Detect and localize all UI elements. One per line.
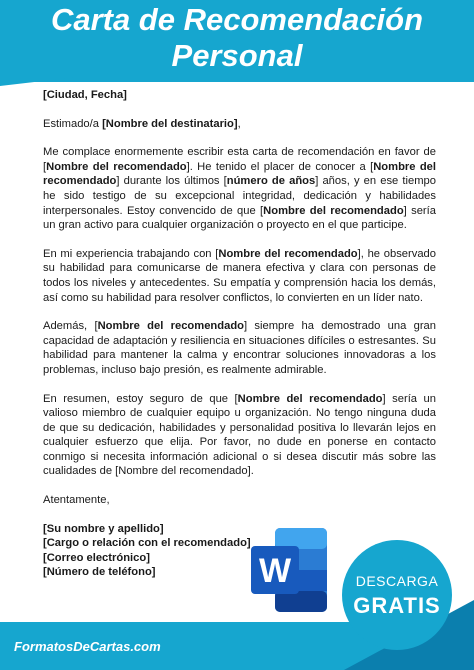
letter-body <box>43 88 436 580</box>
title-line-1: Carta de Recomendación <box>50 2 424 37</box>
paragraph-2: En mi experiencia trabajando con [Nombre del recomendado], he observado su habilidad para comunicarse de manera efectiva y clara con personas de todos los niveles y antecedentes. Su empatía y comprensión hacia los demás, así como su habilidad para resolver conflictos, lo convierten en un líder nato. <box>43 247 437 304</box>
svg-text:W: W <box>258 552 292 590</box>
paragraph-3: Además, [Nombre del recomendado] siempre ha demostrado una gran capacidad de adaptación y resiliencia en situaciones difíciles o estresantes. Su habilidad para mantener la calma y encontrar soluciones innovadoras a los problemas, incluso bajo presión, es realmente admirable. <box>43 320 436 376</box>
signature-name: [Su nombre y apellido] <box>43 522 164 535</box>
header-corner-shape <box>0 72 120 86</box>
signature-role: [Cargo o relación con el recomendado] <box>43 537 251 550</box>
paragraph-4: En resumen, estoy seguro de que [Nombre del recomendado] sería un valioso miembro de cualquier equipo u organización. No tengo ninguna duda de que su dedicación, habilidades y personalidad positiva lo llevarán lejos en cualquier esfuerzo que elija. Por favor, no dude en ponerse en contacto conmigo si necesita información adicional o si desea discutir más sobre las cualidades de [Nombre del recomendado]. <box>43 392 436 478</box>
download-button[interactable] <box>342 540 452 650</box>
paragraph-1: Me complace enormemente escribir esta carta de recomendación en favor de [Nombre del recomendado]. He tenido el placer de conocer a [Nombre del recomendado] durante los últimos [número de años] años, y en ese tiempo he sido testigo de su excepcional integridad, dedicación y habilidades interpersonales. Estoy convencido de que [Nombre del recomendado] sería un gran activo para cualquier organización o proyecto en el que participe. <box>43 146 436 232</box>
salutation: Estimado/a [Nombre del destinatario], <box>43 117 241 130</box>
word-icon[interactable] <box>249 526 329 614</box>
closing: Atentamente, <box>43 494 110 507</box>
place-date: [Ciudad, Fecha] <box>43 89 127 101</box>
signature-email: [Correo electrónico] <box>43 551 150 564</box>
download-label: DESCARGA <box>355 573 439 589</box>
footer-site-label: FormatosDeCartas.com <box>14 639 161 654</box>
page-title <box>0 2 474 74</box>
signature-phone: [Número de teléfono] <box>43 566 156 579</box>
free-label: GRATIS <box>353 593 441 618</box>
title-line-2: Personal <box>171 38 303 73</box>
